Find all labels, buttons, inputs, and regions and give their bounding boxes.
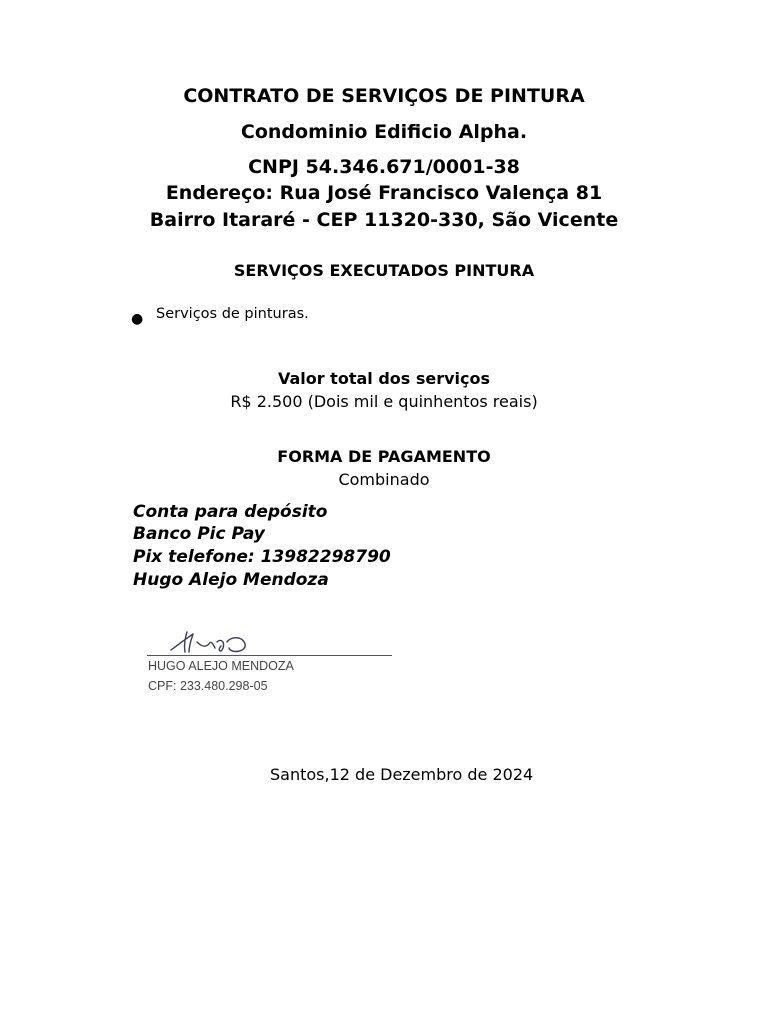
contract-title: CONTRATO DE SERVIÇOS DE PINTURA xyxy=(183,85,585,107)
deposit-holder: Hugo Alejo Mendoza xyxy=(133,570,329,590)
deposit-line: Conta para depósito xyxy=(133,502,328,522)
client-name: Condominio Edificio Alpha. xyxy=(240,121,528,143)
client-cnpj: CNPJ 54.346.671/0001-38 xyxy=(248,156,520,178)
value-amount: R$ 2.500 (Dois mil e quinhentos reais) xyxy=(230,392,538,411)
client-address-line1: Endereço: Rua José Francisco Valença 81 xyxy=(165,182,603,204)
bullet-icon: ● xyxy=(131,311,144,327)
deposit-pix: Pix telefone: 13982298790 xyxy=(133,547,391,567)
list-item: Serviços de pinturas. xyxy=(156,306,309,322)
signature-line xyxy=(147,655,392,656)
services-heading: SERVIÇOS EXECUTADOS PINTURA xyxy=(233,261,535,280)
client-address-line2: Bairro Itararé - CEP 11320-330, São Vicente xyxy=(149,209,619,231)
document-date: Santos,12 de Dezembro de 2024 xyxy=(270,765,534,784)
deposit-bank: Banco Pic Pay xyxy=(133,524,265,544)
value-heading: Valor total dos serviços xyxy=(277,369,491,388)
signer-cpf: CPF: 233.480.298-05 xyxy=(148,679,268,693)
handwritten-signature-icon xyxy=(165,624,275,658)
payment-heading: FORMA DE PAGAMENTO xyxy=(277,447,491,466)
payment-method: Combinado xyxy=(338,470,430,489)
signature-block xyxy=(145,620,405,710)
signer-name: HUGO ALEJO MENDOZA xyxy=(148,659,294,673)
